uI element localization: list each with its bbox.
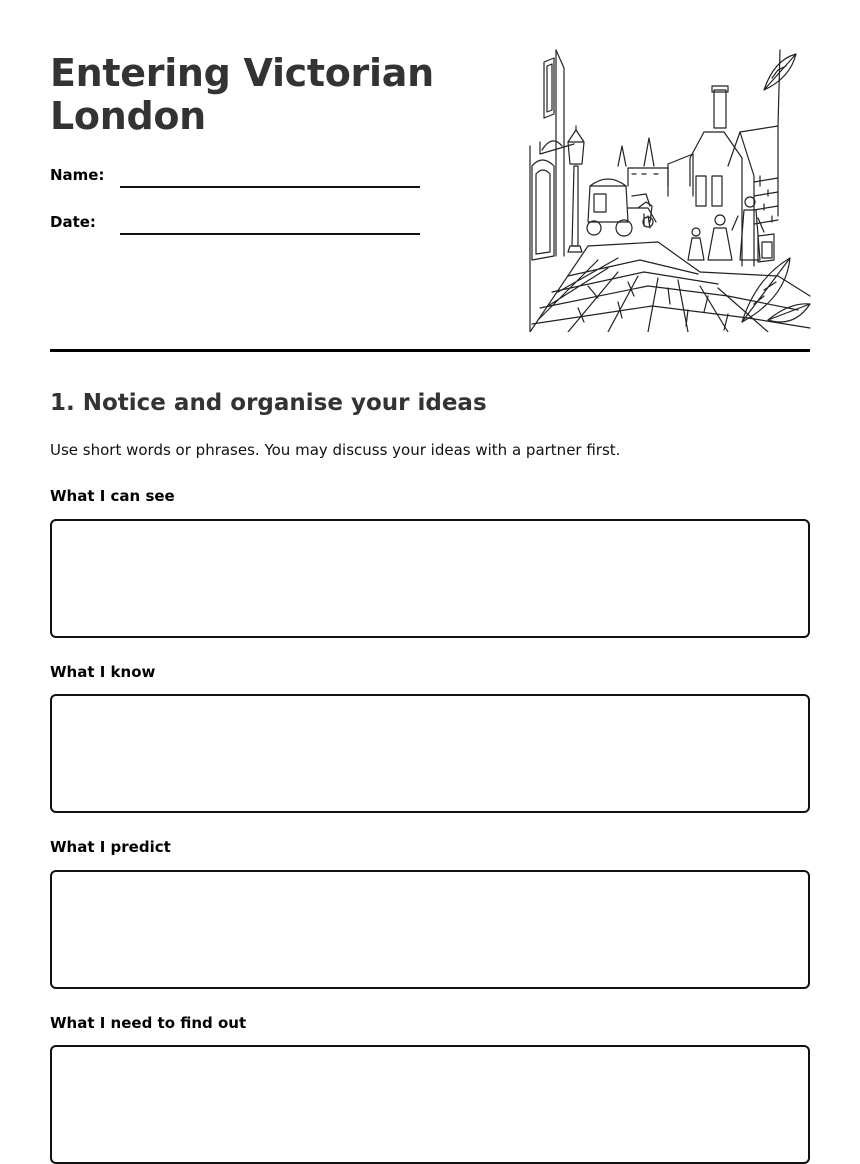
see-answer-box[interactable]	[50, 519, 810, 638]
see-label: What I can see	[50, 487, 175, 505]
date-label: Date:	[50, 213, 96, 231]
section-instruction: Use short words or phrases. You may discuss your ideas with a partner first.	[50, 441, 621, 459]
find-out-label: What I need to find out	[50, 1014, 247, 1032]
name-label: Name:	[50, 166, 105, 184]
name-field[interactable]	[120, 186, 420, 188]
header-divider	[50, 349, 810, 352]
predict-answer-box[interactable]	[50, 870, 810, 989]
find-out-answer-box[interactable]	[50, 1045, 810, 1164]
know-answer-box[interactable]	[50, 694, 810, 813]
know-label: What I know	[50, 663, 156, 681]
date-field[interactable]	[120, 233, 420, 235]
worksheet-title: Entering Victorian London	[50, 51, 434, 138]
victorian-street-illustration	[528, 46, 812, 332]
predict-label: What I predict	[50, 838, 171, 856]
section-heading: 1. Notice and organise your ideas	[50, 390, 487, 416]
